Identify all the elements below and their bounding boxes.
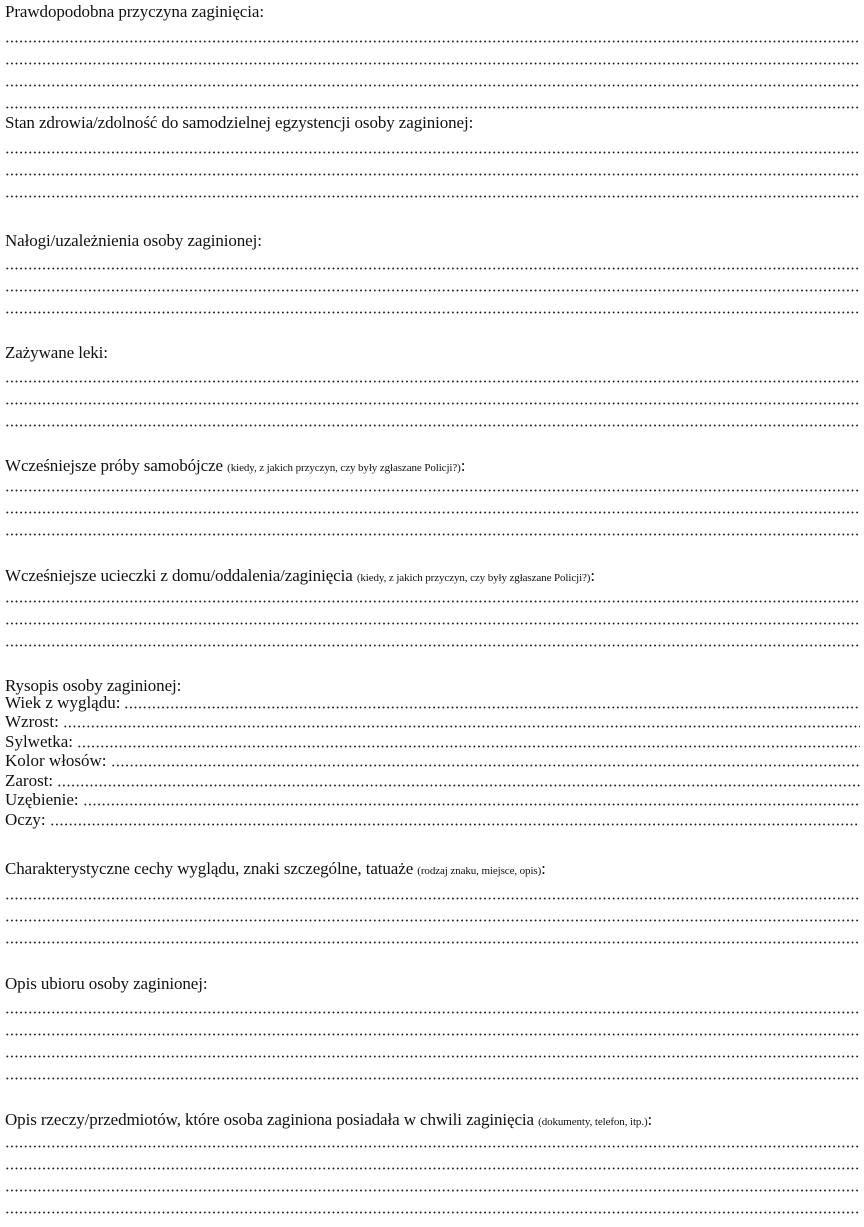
label-suffix: : bbox=[590, 566, 595, 585]
answer-line[interactable] bbox=[5, 106, 860, 109]
field-label: Wiek z wyglądu: bbox=[5, 693, 121, 712]
answer-line[interactable] bbox=[5, 897, 860, 900]
label-suffix: : bbox=[647, 1110, 653, 1129]
answer-line[interactable] bbox=[5, 289, 860, 292]
label-text: Rysopis osoby zaginionej: bbox=[5, 676, 182, 695]
answer-line[interactable] bbox=[5, 173, 860, 176]
field-apparent-age[interactable] bbox=[5, 693, 860, 713]
label-text: Zażywane leki: bbox=[5, 343, 108, 362]
answer-line[interactable] bbox=[5, 1077, 860, 1080]
answer-line[interactable] bbox=[5, 511, 860, 514]
section-label-medications bbox=[5, 343, 108, 363]
field-dotted-input[interactable] bbox=[111, 764, 860, 767]
label-note: (dokumenty, telefon, itp.) bbox=[538, 1116, 648, 1128]
answer-line[interactable] bbox=[5, 40, 860, 43]
label-text: Prawdopodobna przyczyna zaginięcia: bbox=[5, 2, 264, 21]
label-text: Nałogi/uzależnienia osoby zaginionej: bbox=[5, 231, 262, 250]
answer-line[interactable] bbox=[5, 1167, 860, 1170]
section-label-probable-cause bbox=[5, 2, 264, 22]
field-label: Wzrost: bbox=[5, 712, 59, 731]
field-label: Zarost: bbox=[5, 771, 54, 790]
label-note: (rodzaj znaku, miejsce, opis) bbox=[417, 865, 542, 877]
answer-line[interactable] bbox=[5, 62, 860, 65]
field-label: Sylwetka: bbox=[5, 732, 73, 751]
label-suffix: : bbox=[460, 456, 466, 475]
label-text: Opis ubioru osoby zaginionej: bbox=[5, 974, 208, 993]
answer-line[interactable] bbox=[5, 151, 860, 154]
answer-line[interactable] bbox=[5, 644, 860, 647]
answer-line[interactable] bbox=[5, 941, 860, 944]
answer-line[interactable] bbox=[5, 1033, 860, 1036]
answer-line[interactable] bbox=[5, 84, 860, 87]
answer-line[interactable] bbox=[5, 919, 860, 922]
answer-line[interactable] bbox=[5, 1211, 860, 1214]
section-label-addictions bbox=[5, 231, 262, 251]
field-build[interactable] bbox=[5, 732, 860, 752]
field-dotted-input[interactable] bbox=[83, 803, 860, 806]
field-hair-color[interactable] bbox=[5, 751, 860, 771]
label-text: Opis rzeczy/przedmiotów, które osoba zaginiona posiadała w chwili zaginięcia bbox=[5, 1110, 539, 1129]
field-dotted-input[interactable] bbox=[50, 823, 860, 826]
answer-line[interactable] bbox=[5, 1055, 860, 1058]
answer-line[interactable] bbox=[5, 311, 860, 314]
section-label-distinctive-features bbox=[5, 859, 546, 881]
label-suffix: : bbox=[541, 859, 546, 878]
answer-line[interactable] bbox=[5, 533, 860, 536]
answer-line[interactable] bbox=[5, 1145, 860, 1148]
answer-line[interactable] bbox=[5, 267, 860, 270]
answer-line[interactable] bbox=[5, 600, 860, 603]
answer-line[interactable] bbox=[5, 622, 860, 625]
section-label-belongings bbox=[5, 1110, 652, 1132]
field-facial-hair[interactable] bbox=[5, 771, 860, 791]
field-label: Uzębienie: bbox=[5, 790, 79, 809]
field-eyes[interactable] bbox=[5, 810, 860, 830]
label-note: (kiedy, z jakich przyczyn, czy były zgłaszane Policji?) bbox=[227, 462, 461, 474]
answer-line[interactable] bbox=[5, 1011, 860, 1014]
field-dotted-input[interactable] bbox=[124, 706, 860, 709]
label-text: Stan zdrowia/zdolność do samodzielnej egzystencji osoby zaginionej: bbox=[5, 113, 474, 132]
section-label-previous-escapes bbox=[5, 566, 595, 588]
field-height[interactable] bbox=[5, 712, 860, 732]
label-text: Charakterystyczne cechy wyglądu, znaki szczególne, tatuaże bbox=[5, 859, 418, 878]
answer-line[interactable] bbox=[5, 424, 860, 427]
answer-line[interactable] bbox=[5, 489, 860, 492]
field-label: Kolor włosów: bbox=[5, 751, 107, 770]
answer-line[interactable] bbox=[5, 380, 860, 383]
field-dotted-input[interactable] bbox=[63, 725, 860, 728]
label-text: Wcześniejsze próby samobójcze bbox=[5, 456, 228, 475]
field-teeth[interactable] bbox=[5, 790, 860, 810]
answer-line[interactable] bbox=[5, 195, 860, 198]
section-label-health-state bbox=[5, 113, 473, 133]
label-text: Wcześniejsze ucieczki z domu/oddalenia/zaginięcia bbox=[5, 566, 357, 585]
section-label-suicide-attempts bbox=[5, 456, 465, 478]
field-label: Oczy: bbox=[5, 810, 46, 829]
label-note: (kiedy, z jakich przyczyn, czy były zgłaszane Policji?) bbox=[356, 572, 591, 584]
answer-line[interactable] bbox=[5, 402, 860, 405]
field-dotted-input[interactable] bbox=[77, 745, 860, 748]
answer-line[interactable] bbox=[5, 1189, 860, 1192]
section-label-clothing bbox=[5, 974, 208, 994]
field-dotted-input[interactable] bbox=[57, 784, 860, 787]
